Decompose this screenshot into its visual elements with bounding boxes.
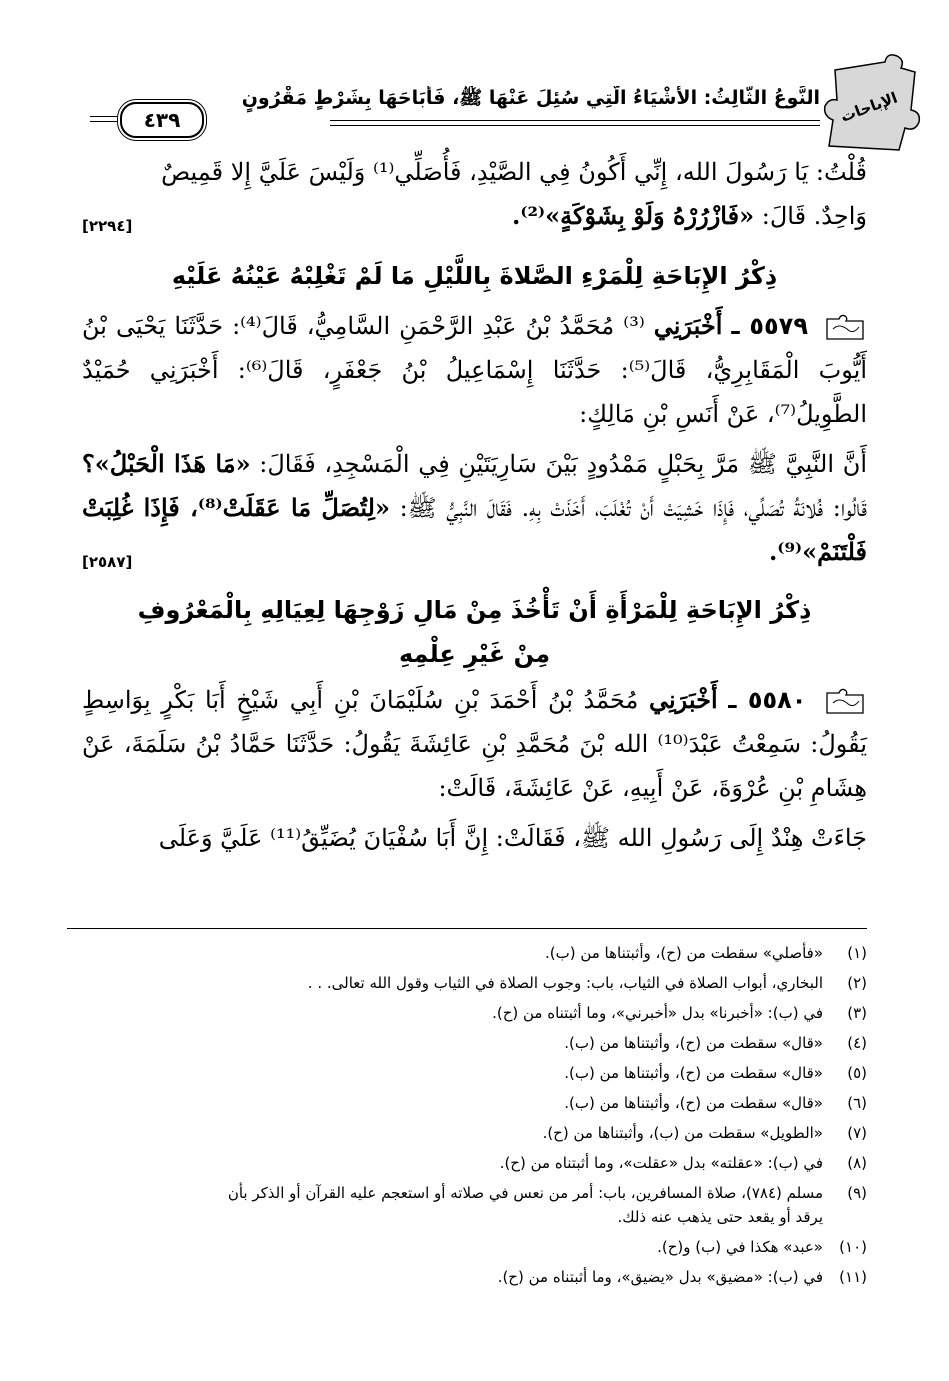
- footnote-text: في (ب): «مضيق» بدل «يضيق»، وما أثبتناه من (ح).: [497, 1268, 823, 1286]
- header-rule: [330, 120, 820, 121]
- footnote-number: (٤): [847, 1034, 867, 1052]
- footnote-number: (٦): [847, 1094, 867, 1112]
- footnote: [82, 1028, 867, 1058]
- isnad-text: ⁽³⁾ مُحَمَّدُ بْنُ عَبْدِ الرَّحْمَنِ السَّامِيُّ، قَالَ⁽⁴⁾: حَدَّثَنَا يَحْيَى بْنُ أَيُّوبَ الْمَقَابِرِيُّ، قَالَ⁽⁵⁾: حَدَّثَنَا إِسْمَاعِيلُ بْنُ جَعْفَرٍ، قَالَ⁽⁶⁾: أَخْبَرَنِي حُمَيْدٌ الطَّوِيلُ⁽⁷⁾، عَنْ أَنَسِ بْنِ مَالِكٍ:: [82, 312, 867, 428]
- footnote: [82, 1262, 867, 1292]
- footnote-text: في (ب): «أخبرنا» بدل «أخبرني»، وما أثبتناه من (ح).: [492, 1004, 823, 1022]
- page-number: ٤٣٩: [120, 102, 204, 138]
- matn-text: قَالُوا: فُلانَةُ تُصَلِّي، فَإِذَا خَشِيَتْ أَنْ تُغْلَبَ، أَخَذَتْ بِهِ. فَقَالَ النَّبِيُّ ﷺ:: [399, 494, 867, 522]
- prophet-quote: «مَا هَذَا الْحَبْلُ»؟: [82, 449, 251, 478]
- chapter-heading: ذِكْرُ الإِبَاحَةِ لِلْمَرْءِ الصَّلاةَ بِاللَّيْلِ مَا لَمْ تَغْلِبْهُ عَيْنُهُ عَلَيْهِ: [171, 262, 778, 290]
- footnote-number: (٥): [847, 1064, 867, 1082]
- footnotes: [82, 938, 867, 1292]
- puzzle-piece-icon: [823, 687, 867, 717]
- page-header: [70, 30, 930, 130]
- footnote-number: (١٠): [839, 1238, 867, 1256]
- footnote: [82, 968, 867, 998]
- matn-text: أَنَّ النَّبِيَّ ﷺ مَرَّ بِحَبْلٍ مَمْدُودٍ بَيْنَ سَارِيَتَيْنِ فِي الْمَسْجِدِ، فَقَالَ:: [259, 450, 867, 478]
- paragraph: قُلْتُ: يَا رَسُولَ الله، إِنِّي أَكُونُ فِي الصَّيْدِ، فَأُصَلِّي⁽¹⁾ وَلَيْسَ عَلَيَّ إِلا قَمِيصٌ: [161, 158, 867, 186]
- footnote: [82, 1148, 867, 1178]
- footnote-number: (١): [847, 944, 867, 962]
- akhbarani-word: أَخْبَرَنِي: [649, 685, 718, 714]
- footnote-text: مسلم (٧٨٤)، صلاة المسافرين، باب: أمر من نعس في صلاته أو استعجم عليه القرآن أو الذكر بأن: [227, 1184, 823, 1202]
- chapter-heading: مِنْ غَيْرِ عِلْمِهِ: [398, 640, 551, 668]
- prophet-quote: «لِتُصَلِّ مَا عَقَلَتْ⁽⁸⁾، فَإِذَا غُلِبَتْ فَلْتَنَمْ»⁽⁹⁾.: [82, 493, 867, 566]
- hadith-quote: «فَازْرُرْهُ وَلَوْ بِشَوْكَةٍ»⁽²⁾.: [511, 201, 755, 230]
- footnote-text: «قال» سقطت من (ح)، وأثبتناها من (ب).: [564, 1064, 823, 1082]
- footnote-number: (٣): [847, 1004, 867, 1022]
- footnote-text: «قال» سقطت من (ح)، وأثبتناها من (ب).: [564, 1034, 823, 1052]
- footnote-number: (٨): [847, 1154, 867, 1172]
- hadith-number: ٥٥٧٩ ـ: [731, 312, 808, 340]
- hadith-matn: جَاءَتْ هِنْدٌ إِلَى رَسُولِ الله ﷺ، فَقَالَتْ: إِنَّ أَبَا سُفْيَانَ يُضَيِّقُ⁽¹¹⁾ عَلَيَّ وَعَلَى: [158, 824, 867, 852]
- hadith-matn: [82, 442, 867, 574]
- footnote: [82, 1232, 867, 1262]
- isnad-text: مُحَمَّدُ بْنُ أَحْمَدَ بْنِ سُلَيْمَانَ بْنِ أَبِي شَيْخٍ أَبَا بَكْرٍ بِوَاسِطٍ يَقُولُ: سَمِعْتُ عَبْدَ⁽¹⁰⁾ الله بْنَ مُحَمَّدِ بْنِ عَائِشَةَ يَقُولُ: حَدَّثَنَا حَمَّادُ بْنُ سَلَمَةَ، عَنْ هِشَامِ بْنِ عُرْوَةَ، عَنْ أَبِيهِ، عَنْ عَائِشَةَ، قَالَتْ:: [82, 686, 867, 802]
- header-rule: [90, 121, 120, 122]
- footnote-continuation: يرقد أو يقعد حتى يذهب عنه ذلك.: [617, 1208, 823, 1226]
- footnote-number: (٧): [847, 1124, 867, 1142]
- running-title: النَّوعُ الثَّالِثُ: الأَشْيَاءُ الَّتِي سُئِلَ عَنْهَا ﷺ، فَأَبَاحَهَا بِشَرْطٍ مَقْرُونٍ: [241, 87, 820, 109]
- hadith-isnad: [82, 678, 867, 810]
- hadith-number: ٥٥٨٠ ـ: [728, 686, 807, 714]
- akhbarani-word: أَخْبَرَنِي: [653, 311, 723, 340]
- main-text: [82, 150, 867, 860]
- chapter-heading: ذِكْرُ الإِبَاحَةِ لِلْمَرْأَةِ أَنْ تَأْخُذَ مِنْ مَالِ زَوْجِهَا لِعِيَالِهِ بِالْمَعْرُوفِ: [137, 596, 812, 624]
- footnote-divider: [67, 928, 867, 929]
- header-rule: [90, 116, 120, 117]
- badge-label: الإباحات: [838, 88, 900, 126]
- text-span: وَاحِدٌ. قَالَ:: [761, 202, 867, 230]
- reference-number: [٢٢٩٤]: [82, 217, 133, 235]
- footnote-text: «الطويل» سقطت من (ب)، وأثبتناها من (ح).: [542, 1124, 823, 1142]
- puzzle-badge-icon: [815, 50, 925, 160]
- footnote-text: «عبد» هكذا في (ب) و(ح).: [657, 1238, 823, 1256]
- footnote: [82, 1058, 867, 1088]
- puzzle-piece-icon: [823, 313, 867, 343]
- paragraph: [82, 194, 867, 238]
- footnote: [82, 938, 867, 968]
- footnote: [82, 1118, 867, 1148]
- footnote-number: (٩): [847, 1184, 867, 1202]
- footnote-number: (١١): [839, 1268, 867, 1286]
- footnote-number: (٢): [847, 974, 867, 992]
- header-rule: [330, 125, 820, 126]
- footnote-text: «فأصلي» سقطت من (ح)، وأثبتناها من (ب).: [544, 944, 823, 962]
- reference-number: [٢٥٨٧]: [82, 553, 133, 571]
- footnote: [82, 998, 867, 1028]
- footnote: [82, 1088, 867, 1118]
- footnote-text: في (ب): «عقلته» بدل «عقلت»، وما أثبتناه من (ح).: [499, 1154, 823, 1172]
- hadith-isnad: [82, 304, 867, 436]
- footnote-text: «قال» سقطت من (ح)، وأثبتناها من (ب).: [564, 1094, 823, 1112]
- footnote-text: البخاري، أبواب الصلاة في الثياب، باب: وجوب الصلاة في الثياب وقول الله تعالى. . .: [307, 974, 823, 992]
